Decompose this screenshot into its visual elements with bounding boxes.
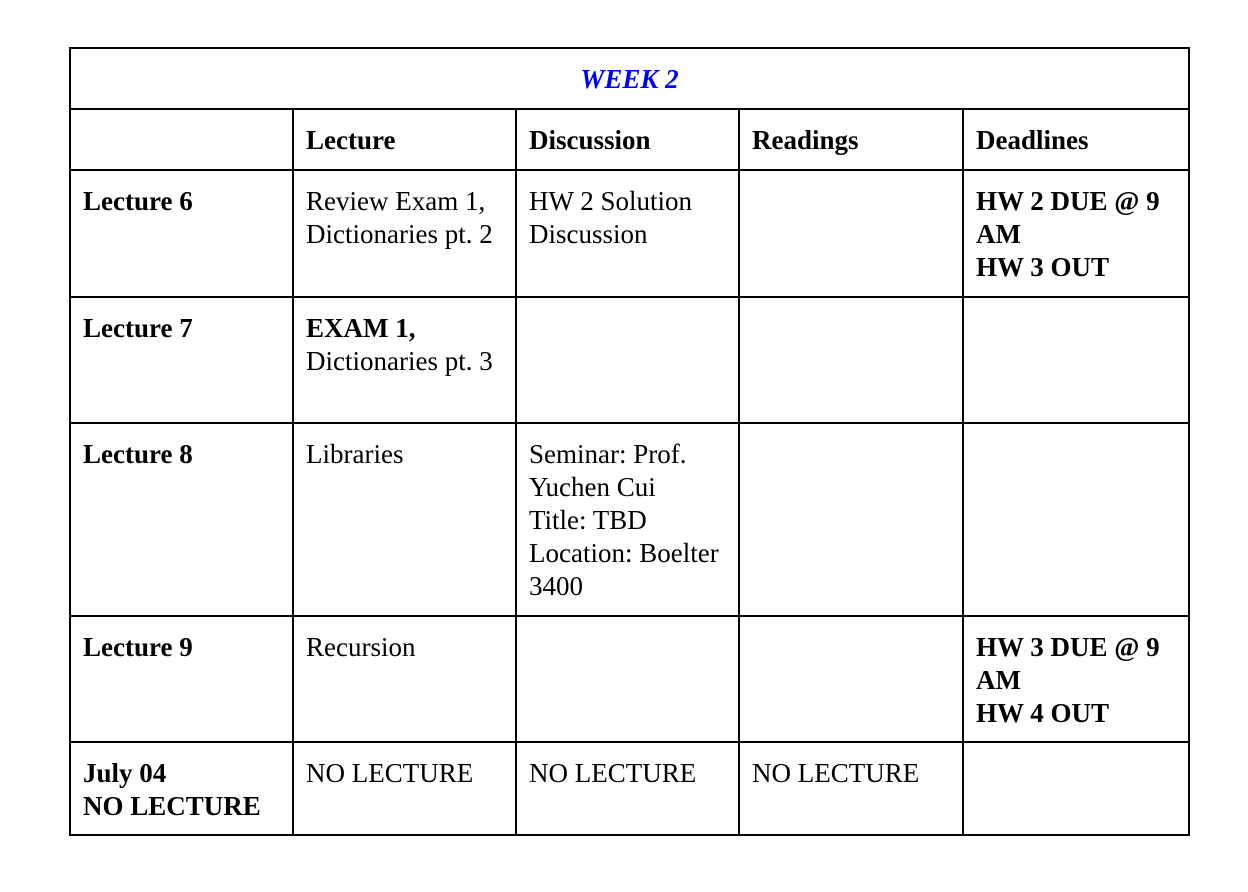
seminar-line: Seminar: Prof. Yuchen Cui (529, 439, 687, 502)
header-lecture: Lecture (293, 109, 516, 170)
deadlines-cell (963, 616, 1189, 742)
no-lecture-label: NO LECTURE (83, 791, 261, 821)
deadlines-cell (963, 423, 1189, 616)
exam-label: EXAM 1, (306, 313, 416, 343)
lecture-text: Dictionaries pt. 3 (306, 346, 493, 376)
discussion-cell (516, 297, 739, 423)
table-row-lecture-7 (70, 297, 1189, 423)
readings-cell (739, 423, 963, 616)
table-row-july-04 (70, 742, 1189, 835)
week-title: WEEK 2 (70, 48, 1189, 109)
header-empty-cell (70, 109, 293, 170)
lecture-cell: Review Exam 1, Dictionaries pt. 2 (293, 170, 516, 297)
readings-cell: NO LECTURE (739, 742, 963, 835)
discussion-cell: NO LECTURE (516, 742, 739, 835)
seminar-location-line: Location: Boelter 3400 (529, 538, 719, 601)
lecture-cell: NO LECTURE (293, 742, 516, 835)
lecture-cell (293, 297, 516, 423)
week-schedule-table (69, 47, 1190, 836)
lecture-cell: Recursion (293, 616, 516, 742)
row-label: Lecture 9 (70, 616, 293, 742)
header-row (70, 109, 1189, 170)
row-label (70, 742, 293, 835)
date-label: July 04 (83, 758, 167, 788)
row-label: Lecture 7 (70, 297, 293, 423)
table-row-lecture-6 (70, 170, 1189, 297)
header-readings: Readings (739, 109, 963, 170)
deadlines-cell (963, 170, 1189, 297)
deadlines-cell (963, 297, 1189, 423)
discussion-cell (516, 616, 739, 742)
table-row-lecture-9 (70, 616, 1189, 742)
seminar-title-line: Title: TBD (529, 505, 647, 535)
readings-cell (739, 170, 963, 297)
week-title-row (70, 48, 1189, 109)
header-discussion: Discussion (516, 109, 739, 170)
deadline-line: HW 4 OUT (976, 698, 1110, 728)
table-row-lecture-8 (70, 423, 1189, 616)
discussion-cell: HW 2 Solution Discussion (516, 170, 739, 297)
readings-cell (739, 297, 963, 423)
row-label: Lecture 8 (70, 423, 293, 616)
deadline-line: HW 3 DUE @ 9 AM (976, 632, 1160, 695)
deadline-line: HW 3 OUT (976, 252, 1110, 282)
deadlines-cell (963, 742, 1189, 835)
readings-cell (739, 616, 963, 742)
lecture-cell: Libraries (293, 423, 516, 616)
row-label: Lecture 6 (70, 170, 293, 297)
deadline-line: HW 2 DUE @ 9 AM (976, 186, 1160, 249)
discussion-cell (516, 423, 739, 616)
header-deadlines: Deadlines (963, 109, 1189, 170)
